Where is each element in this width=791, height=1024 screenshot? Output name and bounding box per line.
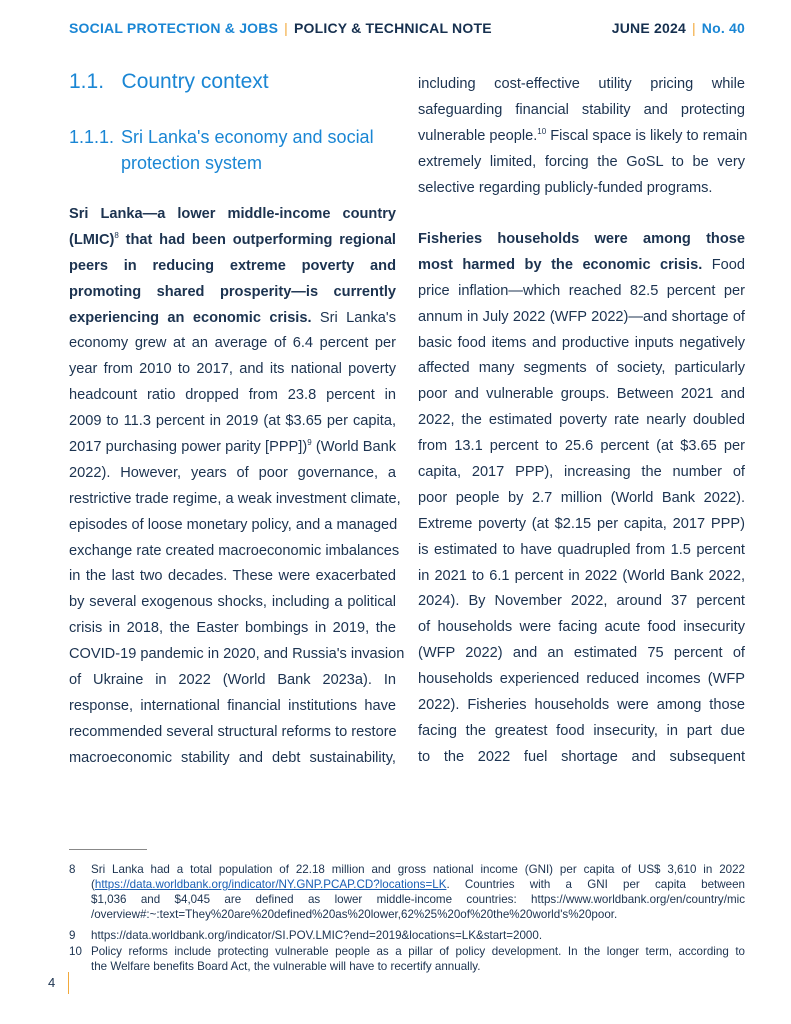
text-line [418, 564, 745, 590]
footnote [69, 862, 745, 922]
text-run: from 13.1 percent to 25.6 percent (at $3.65 per [418, 438, 745, 455]
text-run: Sri Lanka's [311, 309, 396, 326]
text-run: that had been outperforming regional [118, 231, 396, 248]
text-run: episodes of loose monetary policy, and a managed [69, 516, 398, 533]
text-run: COVID-19 pandemic in 2020, and Russia's invasion [69, 646, 405, 663]
text-run: annum in July 2022 (WFP 2022)—and shortage of [418, 308, 745, 325]
text-line [418, 124, 748, 150]
text-run: restrictive trade regime, a weak investment climate, [69, 490, 401, 507]
text-line [69, 254, 396, 280]
issue-date: JUNE 2024 [611, 20, 686, 36]
text-run: price inflation—which reached 82.5 percent per [418, 282, 745, 299]
subsection-number: 1.1.1. [69, 127, 115, 147]
text-line [418, 150, 745, 176]
text-line [418, 641, 745, 667]
text-run: the Welfare benefits Board Act, the vulnerable will have to recertify annually. [91, 960, 481, 973]
text-run: $1,036 and $4,045 are defined as lower middle-income countries: https://www.worldbank.org/en/country/mic [91, 893, 745, 906]
footnote-line [91, 862, 745, 877]
text-line [69, 280, 396, 306]
footnote-number: 8 [69, 863, 76, 876]
text-line [418, 253, 745, 279]
text-run: peers in reducing extreme poverty and [69, 257, 396, 274]
text-run: in 2021 to 6.1 percent in 2022 (World Bank 2022, [418, 567, 745, 584]
text-line [69, 357, 396, 383]
text-line [69, 228, 396, 254]
footnote [69, 944, 745, 974]
text-line [418, 460, 745, 486]
text-run: of households were facing acute food insecurity [418, 619, 745, 636]
text-run: response, international financial institutions have [69, 697, 396, 714]
text-run: macroeconomic stability and debt sustainability, [69, 749, 396, 766]
text-line [418, 408, 745, 434]
footnote-line [91, 892, 745, 907]
text-line [69, 331, 396, 357]
text-run: ( [91, 878, 95, 891]
text-run: Policy reforms include protecting vulnerable people as a pillar of policy development. In the longer term, according to [91, 945, 745, 958]
text-run: to the 2022 fuel shortage and subsequent [418, 748, 745, 765]
footnote-divider [69, 849, 147, 850]
text-run: basic food items and productive inputs negatively [418, 334, 745, 351]
text-line [418, 176, 745, 202]
header-right [612, 20, 745, 36]
text-run: by several exogenous shocks, including a political [69, 594, 396, 611]
text-run: Fiscal space is likely to remain [546, 127, 748, 144]
footnote-line [91, 877, 745, 892]
text-line [69, 461, 396, 487]
page-number-divider [68, 972, 69, 994]
text-run: poor and vulnerable groups. Between 2021 and [418, 386, 745, 403]
left-column-paragraph [69, 202, 405, 772]
text-line [418, 693, 745, 719]
page-number: 4 [48, 975, 56, 990]
right-column-paragraph-2 [418, 227, 745, 771]
footnote-line [91, 944, 745, 959]
text-run: crisis in 2018, the Easter bombings in 2019, the [69, 620, 396, 637]
text-run: 2009 to 11.3 percent in 2019 (at $3.65 per capita, [69, 413, 396, 430]
text-line [418, 538, 745, 564]
text-run: Food [702, 256, 745, 273]
text-line [69, 590, 396, 616]
text-run: (World Bank [311, 439, 397, 456]
text-line [418, 227, 745, 253]
footnote-line [91, 907, 745, 922]
text-run: Extreme poverty (at $2.15 per capita, 2017 PPP) [418, 515, 745, 532]
section-heading: 1.1. Country context [69, 70, 269, 93]
text-run: (WFP 2022) and an estimated 75 percent of [418, 645, 745, 662]
footnote-reference[interactable]: 8 [114, 231, 119, 241]
text-run: promoting shared prosperity—is currently [69, 283, 396, 300]
text-line [418, 745, 745, 771]
text-line [418, 279, 745, 305]
note-type: POLICY & TECHNICAL NOTE [293, 20, 492, 36]
text-line [418, 486, 745, 512]
text-line [69, 720, 396, 746]
text-run: (LMIC) [69, 231, 115, 248]
footnote-reference[interactable]: 10 [537, 126, 547, 136]
header-divider: | [284, 20, 288, 36]
text-line [69, 306, 396, 332]
header-left [69, 20, 492, 36]
text-line [69, 383, 396, 409]
text-line [418, 719, 745, 745]
text-run: economy grew at an average of 6.4 percent per [69, 335, 396, 352]
text-line [69, 513, 396, 539]
subsection-title-line2: protection system [121, 153, 263, 173]
footnote-link[interactable]: https://data.worldbank.org/indicator/NY.GNP.PCAP.CD?locations=LK [94, 878, 447, 891]
text-run: 2024). By November 2022, around 37 percent [418, 593, 745, 610]
text-run: recommended several structural reforms to restore [69, 723, 397, 740]
text-line [69, 435, 396, 461]
text-line [418, 356, 745, 382]
text-line [69, 694, 396, 720]
subsection-title-line1: Sri Lanka's economy and social [121, 127, 374, 147]
text-run: including cost-effective utility pricing while [418, 76, 745, 92]
text-run: Sri Lanka—a lower middle-income country [69, 206, 396, 222]
text-line [418, 589, 745, 615]
text-line [69, 487, 401, 513]
text-run: headcount ratio dropped from 23.8 percent in [69, 387, 396, 404]
text-run: . Countries with a GNI per capita between [446, 878, 745, 891]
text-run: vulnerable people. [418, 127, 538, 144]
text-line [418, 331, 745, 357]
text-run: 2022). Fisheries households were among those [418, 697, 745, 714]
text-run: 2022, the estimated poverty rate nearly doubled [418, 412, 745, 429]
text-run: poor people by 2.7 million (World Bank 2022). [418, 489, 745, 506]
text-line [69, 564, 396, 590]
text-run: affected many segments of society, particularly [418, 360, 745, 377]
text-line [418, 72, 745, 98]
footnote-reference[interactable]: 9 [307, 438, 312, 448]
text-line [418, 98, 745, 124]
text-run: households experienced reduced incomes (WFP [418, 671, 745, 688]
footnote-number: 10 [69, 945, 82, 958]
series-name: SOCIAL PROTECTION & JOBS [69, 20, 279, 36]
text-run: https://data.worldbank.org/indicator/SI.POV.LMIC?end=2019&locations=LK&start=2000. [91, 929, 543, 942]
text-run: in the last two decades. These were exacerbated [69, 568, 396, 585]
text-run: of Ukraine in 2022 (World Bank 2023a). In [69, 672, 396, 689]
text-run: safeguarding financial stability and protecting [418, 101, 745, 118]
text-line [69, 539, 400, 565]
text-line [69, 746, 396, 772]
text-line [69, 616, 396, 642]
right-column-paragraph-1 [418, 72, 748, 201]
text-run: Fisheries households were among those [418, 231, 745, 247]
text-run: capita, 2017 PPP), increasing the number of [418, 464, 745, 481]
text-line [69, 409, 396, 435]
subsection-heading [69, 124, 374, 176]
footnote [69, 928, 745, 943]
text-run: extremely limited, forcing the GoSL to be very [418, 153, 745, 170]
text-line [418, 305, 745, 331]
text-run: is estimated to have quadrupled from 1.5 percent [418, 541, 745, 558]
footnote-line [91, 928, 745, 943]
text-line [69, 642, 405, 668]
text-run: year from 2010 to 2017, and its national poverty [69, 361, 396, 378]
text-line [69, 202, 396, 228]
footnote-number: 9 [69, 929, 76, 942]
text-run: /overview#:~:text=They%20are%20defined%20as%20lower,62%25%20of%20the%20world's%20poor. [91, 908, 618, 921]
text-run: 2017 purchasing power parity [PPP]) [69, 439, 308, 456]
text-line [418, 667, 745, 693]
text-run: selective regarding publicly-funded programs. [418, 179, 713, 196]
text-run: exchange rate created macroeconomic imbalances [69, 542, 400, 559]
text-line [69, 668, 396, 694]
issue-number: No. 40 [701, 20, 745, 36]
text-run: experiencing an economic crisis. [69, 309, 312, 326]
text-line [418, 512, 745, 538]
text-line [418, 434, 745, 460]
text-line [418, 615, 745, 641]
text-run: facing the greatest food insecurity, in part due [418, 722, 745, 739]
header-divider: | [691, 20, 696, 36]
text-run: Sri Lanka had a total population of 22.18 million and gross national income (GNI) per capita of US$ 3,610 in 2022 [91, 863, 745, 876]
text-run: 2022). However, years of poor governance, a [69, 464, 396, 481]
text-line [418, 382, 745, 408]
footnote-line [91, 959, 745, 974]
text-run: most harmed by the economic crisis. [418, 256, 703, 273]
